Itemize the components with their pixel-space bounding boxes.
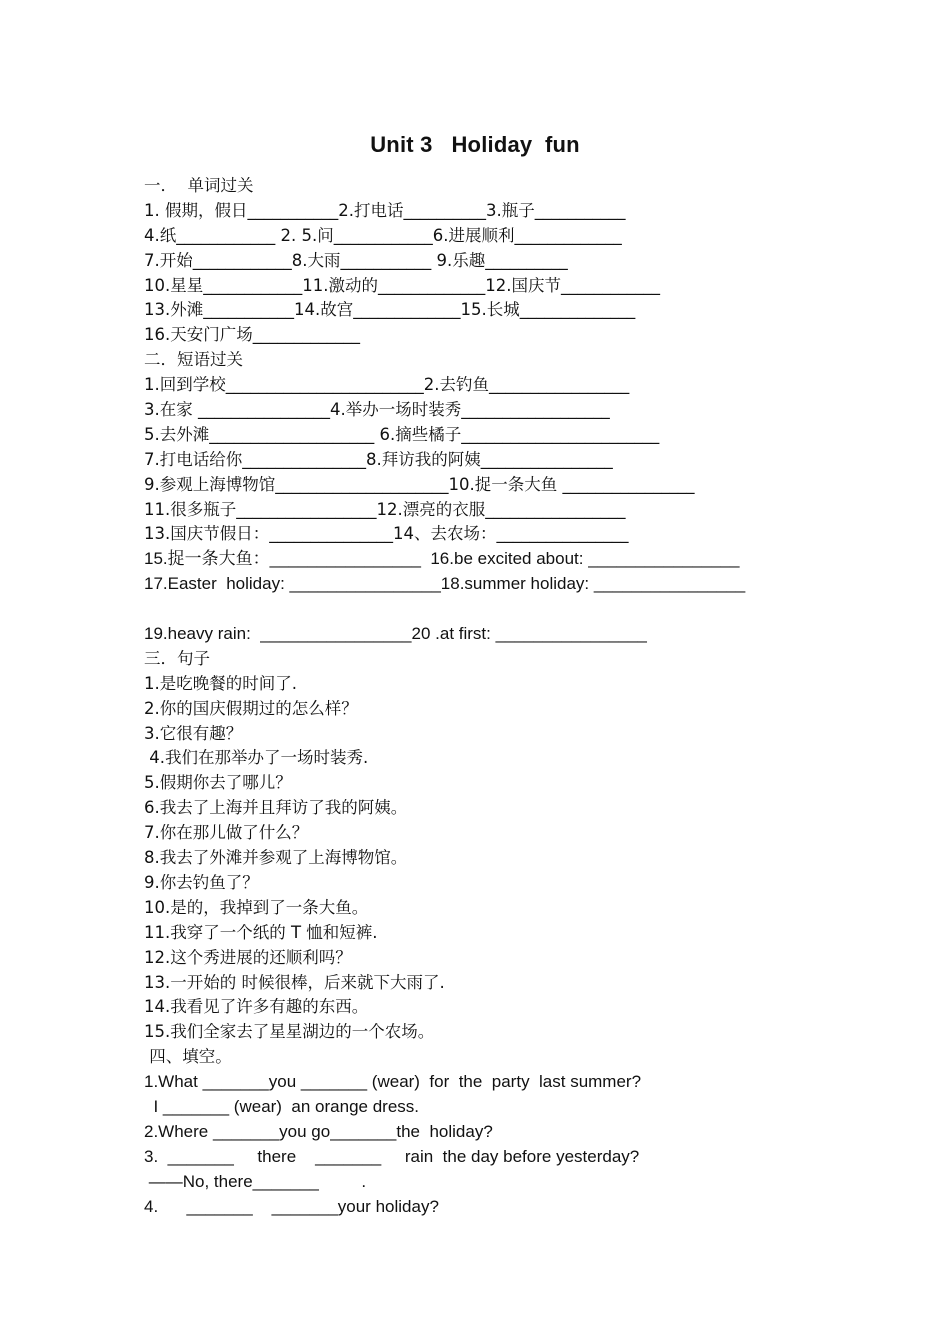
- worksheet-line: 9.你去钓鱼了？: [144, 872, 259, 892]
- worksheet-line: I _______ (wear) an orange dress.: [144, 1096, 419, 1116]
- worksheet-line: 13.一开始的 时候很棒，后来就下大雨了.: [144, 972, 445, 992]
- worksheet-line: 13.外滩___________14.故宫_____________15.长城______________: [144, 300, 636, 320]
- worksheet-line: 14.我看见了许多有趣的东西。: [144, 997, 369, 1017]
- worksheet-line: 15.捉一条大鱼：________________ 16.be excited about: ________________: [144, 549, 740, 569]
- worksheet-line: 10.星星____________11.激动的_____________12.国庆节____________: [144, 275, 660, 295]
- worksheet-line: 10.是的，我掉到了一条大鱼。: [144, 897, 369, 917]
- worksheet-line: 5.假期你去了哪儿？: [144, 773, 292, 793]
- document-title: Unit 3 Holiday fun: [370, 132, 580, 157]
- worksheet-line: 1. 假期，假日___________2.打电话__________3.瓶子___________: [144, 200, 626, 220]
- worksheet-line: 4. _______ _______your holiday?: [144, 1196, 439, 1216]
- worksheet-line: 5.去外滩____________________ 6.摘些橘子________________________: [144, 424, 660, 444]
- worksheet-line: 4.纸____________ 2. 5.问____________6.进展顺利_____________: [144, 225, 622, 245]
- worksheet-line: 3.它很有趣？: [144, 723, 243, 743]
- section-heading: 三．句子: [144, 648, 210, 668]
- worksheet-line: 4.我们在那举办了一场时装秀.: [144, 748, 369, 768]
- worksheet-line: 7.你在那儿做了什么？: [144, 823, 309, 843]
- worksheet-line: 9.参观上海博物馆_____________________10.捉一条大鱼 ________________: [144, 474, 695, 494]
- section-heading: 一． 单词过关: [144, 176, 254, 195]
- worksheet-line: 16.天安门广场_____________: [144, 325, 360, 345]
- worksheet-line: 7.开始____________8.大雨___________ 9.乐趣__________: [144, 250, 568, 270]
- worksheet-line: 6.我去了上海并且拜访了我的阿姨。: [144, 798, 408, 818]
- worksheet-line: 2.Where _______you go_______the holiday?: [144, 1121, 493, 1141]
- worksheet-line: 11.我穿了一个纸的 T 恤和短裤.: [144, 922, 378, 942]
- worksheet-line: 2.你的国庆假期过的怎么样？: [144, 698, 358, 718]
- worksheet-line: 17.Easter holiday: ________________18.summer holiday: ________________: [144, 574, 746, 594]
- worksheet-line: 1.What _______you _______ (wear) for the party last summer?: [144, 1072, 642, 1092]
- section-heading: 二．短语过关: [144, 350, 243, 370]
- worksheet-line: 12.这个秀进展的还顺利吗？: [144, 947, 352, 967]
- blank-line: [144, 597, 834, 622]
- worksheet-body: [144, 174, 834, 1219]
- worksheet-line: 8.我去了外滩并参观了上海博物馆。: [144, 848, 408, 868]
- worksheet-line: 3. _______ there _______ rain the day before yesterday?: [144, 1146, 640, 1166]
- worksheet-line: ——No, there_______ .: [144, 1171, 367, 1191]
- worksheet-line: 13.国庆节假日：_______________14、去农场：________________: [144, 524, 629, 544]
- worksheet-line: 3.在家 ________________4.举办一场时装秀__________________: [144, 400, 610, 420]
- worksheet-line: 1.回到学校________________________2.去钓鱼_________________: [144, 375, 630, 395]
- worksheet-line: 7.打电话给你_______________8.拜访我的阿姨________________: [144, 449, 613, 469]
- section-heading: 四、填空。: [144, 1047, 232, 1067]
- worksheet-line: 1.是吃晚餐的时间了.: [144, 673, 297, 693]
- worksheet-line: 15.我们全家去了星星湖边的一个农场。: [144, 1022, 435, 1042]
- worksheet-line: 11.很多瓶子_________________12.漂亮的衣服_________________: [144, 499, 626, 519]
- worksheet-line: 19.heavy rain: ________________20 .at first: ________________: [144, 624, 647, 644]
